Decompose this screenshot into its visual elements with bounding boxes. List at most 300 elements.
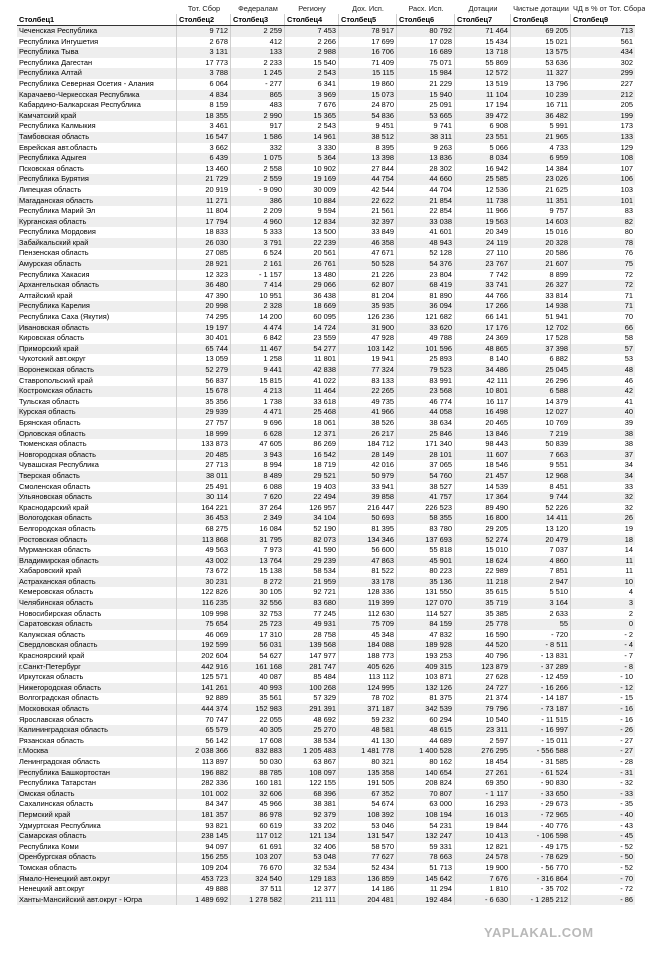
value-cell[interactable]: 4 860 (511, 556, 571, 567)
region-cell[interactable]: Сахалинская область (17, 799, 177, 810)
value-cell[interactable]: 196 882 (177, 768, 231, 779)
value-cell[interactable]: 27 110 (455, 248, 511, 259)
value-cell[interactable]: 2 328 (231, 301, 285, 312)
value-cell[interactable]: 45 966 (231, 799, 285, 810)
value-cell[interactable]: 15 940 (397, 90, 455, 101)
value-cell[interactable]: 31 795 (231, 535, 285, 546)
value-cell[interactable]: 8 994 (231, 460, 285, 471)
value-cell[interactable]: 49 931 (285, 619, 339, 630)
region-cell[interactable]: Томская область (17, 863, 177, 874)
region-cell[interactable]: Псковская область (17, 164, 177, 175)
value-cell[interactable]: 121 682 (397, 312, 455, 323)
value-cell[interactable]: 25 585 (455, 174, 511, 185)
value-cell[interactable]: 14 724 (285, 323, 339, 334)
value-cell[interactable]: 23 311 (455, 725, 511, 736)
value-cell[interactable]: 21 561 (339, 206, 397, 217)
value-cell[interactable]: - 40 (620, 809, 633, 819)
value-cell[interactable]: 25 045 (511, 365, 571, 376)
value-cell[interactable]: 20 465 (455, 418, 511, 429)
value-cell[interactable]: 60 619 (231, 821, 285, 832)
value-cell[interactable]: - 33 (620, 788, 633, 798)
value-cell[interactable]: 42 838 (285, 365, 339, 376)
region-cell[interactable]: Республика Коми (17, 842, 177, 853)
value-cell[interactable]: 49 888 (177, 884, 231, 895)
value-cell[interactable]: 10 902 (285, 164, 339, 175)
value-cell[interactable]: - 72 (620, 884, 633, 894)
value-cell[interactable]: 60 294 (397, 715, 455, 726)
value-cell[interactable]: 17 528 (511, 333, 571, 344)
value-cell[interactable]: 46 774 (397, 397, 455, 408)
value-cell[interactable]: 14 539 (455, 482, 511, 493)
value-cell[interactable]: 94 097 (177, 842, 231, 853)
value-cell[interactable]: 54 277 (285, 344, 339, 355)
value-cell[interactable]: 43 002 (177, 556, 231, 567)
value-cell[interactable]: 16 117 (455, 397, 511, 408)
value-cell[interactable]: 8 159 (177, 100, 231, 111)
value-cell[interactable]: 19 169 (285, 174, 339, 185)
value-cell[interactable]: 386 (231, 196, 285, 207)
column-header[interactable]: Столбец5 (339, 14, 397, 25)
value-cell[interactable]: - 52 (620, 862, 633, 872)
region-cell[interactable]: Челябинская область (17, 598, 177, 609)
value-cell[interactable]: 13 120 (511, 524, 571, 535)
region-cell[interactable]: Вологодская область (17, 513, 177, 524)
value-cell[interactable]: 69 350 (455, 778, 511, 789)
value-cell[interactable]: 63 000 (397, 799, 455, 810)
value-cell[interactable]: - 73 187 (511, 704, 571, 715)
value-cell[interactable]: 15 815 (231, 376, 285, 387)
value-cell[interactable]: 7 219 (511, 429, 571, 440)
value-cell[interactable]: 38 311 (397, 132, 455, 143)
value-cell[interactable]: 29 239 (285, 556, 339, 567)
value-cell[interactable]: 17 176 (455, 323, 511, 334)
value-cell[interactable]: 865 (231, 90, 285, 101)
value-cell[interactable]: 113 897 (177, 757, 231, 768)
value-cell[interactable]: 19 941 (339, 354, 397, 365)
value-cell[interactable]: - 7 (624, 651, 633, 661)
value-cell[interactable]: 52 128 (397, 248, 455, 259)
value-cell[interactable]: 80 223 (397, 566, 455, 577)
value-cell[interactable]: 13 796 (511, 79, 571, 90)
value-cell[interactable]: 107 (620, 163, 633, 173)
value-cell[interactable]: 202 604 (177, 651, 231, 662)
value-cell[interactable]: 2 259 (231, 26, 285, 37)
region-cell[interactable]: Липецкая область (17, 185, 177, 196)
value-cell[interactable]: 30 114 (177, 492, 231, 503)
value-cell[interactable]: 6 088 (231, 482, 285, 493)
value-cell[interactable]: 37 (624, 449, 633, 459)
value-cell[interactable]: 2 (628, 608, 633, 618)
value-cell[interactable]: 2 633 (511, 609, 571, 620)
value-cell[interactable]: 4 834 (177, 90, 231, 101)
value-cell[interactable]: 34 486 (455, 365, 511, 376)
region-cell[interactable]: Приморский край (17, 344, 177, 355)
value-cell[interactable]: 3 788 (177, 68, 231, 79)
region-cell[interactable]: Республика Тыва (17, 47, 177, 58)
value-cell[interactable]: 48 (624, 365, 633, 374)
value-cell[interactable]: 9 741 (397, 121, 455, 132)
region-cell[interactable]: Курская область (17, 407, 177, 418)
value-cell[interactable]: - 1 285 212 (511, 895, 571, 906)
value-cell[interactable]: 27 628 (455, 672, 511, 683)
value-cell[interactable]: 81 395 (339, 524, 397, 535)
value-cell[interactable]: 48 692 (285, 715, 339, 726)
value-cell[interactable]: 136 859 (339, 874, 397, 885)
value-cell[interactable]: 36 453 (177, 513, 231, 524)
value-cell[interactable]: 33 618 (285, 397, 339, 408)
region-cell[interactable]: Чукотский авт.округ (17, 354, 177, 365)
value-cell[interactable]: 11 327 (511, 68, 571, 79)
value-cell[interactable]: - 52 (620, 841, 633, 851)
value-cell[interactable]: 11 966 (455, 206, 511, 217)
value-cell[interactable]: 19 (624, 523, 633, 533)
value-cell[interactable]: 32 (624, 492, 633, 502)
value-cell[interactable]: 17 266 (455, 301, 511, 312)
value-cell[interactable]: 211 111 (285, 895, 339, 906)
value-cell[interactable]: 1 400 528 (397, 746, 455, 757)
value-cell[interactable]: 65 744 (177, 344, 231, 355)
value-cell[interactable]: 109 998 (177, 609, 231, 620)
region-cell[interactable]: Республика Хакасия (17, 270, 177, 281)
value-cell[interactable]: 56 837 (177, 376, 231, 387)
value-cell[interactable]: 6 908 (455, 121, 511, 132)
value-cell[interactable]: 129 183 (285, 874, 339, 885)
value-cell[interactable]: 77 245 (285, 609, 339, 620)
value-cell[interactable]: 51 941 (511, 312, 571, 323)
value-cell[interactable]: 2 543 (285, 68, 339, 79)
value-cell[interactable]: 32 397 (339, 217, 397, 228)
value-cell[interactable]: 10 769 (511, 418, 571, 429)
value-cell[interactable]: 47 605 (231, 439, 285, 450)
value-cell[interactable]: 89 490 (455, 503, 511, 514)
value-cell[interactable]: - 12 (620, 682, 633, 692)
value-cell[interactable]: 171 340 (397, 439, 455, 450)
value-cell[interactable]: 226 523 (397, 503, 455, 514)
value-cell[interactable]: 44 704 (397, 185, 455, 196)
value-cell[interactable]: 11 804 (177, 206, 231, 217)
value-cell[interactable]: 33 849 (339, 227, 397, 238)
value-cell[interactable]: - 12 459 (511, 672, 571, 683)
value-cell[interactable]: 24 119 (455, 238, 511, 249)
value-cell[interactable]: - 10 (620, 672, 633, 682)
value-cell[interactable]: 13 718 (455, 47, 511, 58)
value-cell[interactable]: 33 (624, 481, 633, 491)
region-cell[interactable]: Амурская область (17, 259, 177, 270)
value-cell[interactable]: 54 627 (231, 651, 285, 662)
value-cell[interactable]: 34 (624, 460, 633, 470)
value-cell[interactable]: 17 364 (455, 492, 511, 503)
region-cell[interactable]: Новгородская область (17, 450, 177, 461)
value-cell[interactable]: 22 055 (231, 715, 285, 726)
region-cell[interactable]: Ростовская область (17, 535, 177, 546)
region-cell[interactable]: Республика Саха (Якутия) (17, 312, 177, 323)
value-cell[interactable]: 32 534 (285, 863, 339, 874)
value-cell[interactable]: 38 381 (285, 799, 339, 810)
value-cell[interactable]: 22 494 (285, 492, 339, 503)
region-cell[interactable]: Нижегородская область (17, 683, 177, 694)
value-cell[interactable]: 2 947 (511, 577, 571, 588)
value-cell[interactable]: 34 104 (285, 513, 339, 524)
value-cell[interactable]: 117 012 (231, 831, 285, 842)
region-cell[interactable]: Кабардино-Балкарская Республика (17, 100, 177, 111)
value-cell[interactable]: 79 523 (397, 365, 455, 376)
region-cell[interactable]: Камчатский край (17, 111, 177, 122)
value-cell[interactable]: 80 (624, 227, 633, 237)
value-cell[interactable]: 16 547 (177, 132, 231, 143)
region-cell[interactable]: Мурманская область (17, 545, 177, 556)
value-cell[interactable]: 18 061 (285, 418, 339, 429)
value-cell[interactable]: 1 586 (231, 132, 285, 143)
value-cell[interactable]: - 49 175 (511, 842, 571, 853)
value-cell[interactable]: 28 921 (177, 259, 231, 270)
value-cell[interactable]: 119 399 (339, 598, 397, 609)
value-cell[interactable]: 16 706 (339, 47, 397, 58)
value-cell[interactable]: 282 336 (177, 778, 231, 789)
value-cell[interactable]: 57 329 (285, 693, 339, 704)
value-cell[interactable]: 81 375 (397, 693, 455, 704)
value-cell[interactable]: 63 867 (285, 757, 339, 768)
value-cell[interactable]: 50 693 (339, 513, 397, 524)
value-cell[interactable]: 83 780 (397, 524, 455, 535)
region-cell[interactable]: Республика Дагестан (17, 58, 177, 69)
value-cell[interactable]: 46 069 (177, 630, 231, 641)
value-cell[interactable]: 173 (620, 121, 633, 131)
value-cell[interactable]: 11 351 (511, 196, 571, 207)
value-cell[interactable]: 191 505 (339, 778, 397, 789)
value-cell[interactable]: 29 521 (285, 471, 339, 482)
value-cell[interactable]: - 61 524 (511, 768, 571, 779)
value-cell[interactable]: 44 520 (455, 640, 511, 651)
value-cell[interactable]: 126 957 (285, 503, 339, 514)
value-cell[interactable]: 121 134 (285, 831, 339, 842)
value-cell[interactable]: 6 628 (231, 429, 285, 440)
value-cell[interactable]: 38 527 (397, 482, 455, 493)
value-cell[interactable]: 141 261 (177, 683, 231, 694)
value-cell[interactable]: - 16 997 (511, 725, 571, 736)
value-cell[interactable]: 23 026 (511, 174, 571, 185)
value-cell[interactable]: 59 331 (397, 842, 455, 853)
value-cell[interactable]: 1 489 692 (177, 895, 231, 906)
value-cell[interactable]: 25 723 (231, 619, 285, 630)
value-cell[interactable]: 0 (628, 619, 633, 629)
value-cell[interactable]: 80 162 (397, 757, 455, 768)
value-cell[interactable]: 19 844 (455, 821, 511, 832)
value-cell[interactable]: 18 669 (285, 301, 339, 312)
value-cell[interactable]: 10 413 (455, 831, 511, 842)
value-cell[interactable]: 2 558 (231, 164, 285, 175)
value-cell[interactable]: 10 540 (455, 715, 511, 726)
value-cell[interactable]: 106 (620, 174, 633, 184)
value-cell[interactable]: 84 347 (177, 799, 231, 810)
value-cell[interactable]: 71 (624, 301, 633, 311)
value-cell[interactable]: 84 159 (397, 619, 455, 630)
value-cell[interactable]: 17 028 (397, 37, 455, 48)
value-cell[interactable]: 25 468 (285, 407, 339, 418)
value-cell[interactable]: 125 571 (177, 672, 231, 683)
value-cell[interactable]: 12 371 (285, 429, 339, 440)
value-cell[interactable]: 12 027 (511, 407, 571, 418)
region-cell[interactable]: Самарская область (17, 831, 177, 842)
value-cell[interactable]: 40 993 (231, 683, 285, 694)
value-cell[interactable]: - 556 588 (511, 746, 571, 757)
region-cell[interactable]: Республика Карелия (17, 301, 177, 312)
value-cell[interactable]: 145 642 (397, 874, 455, 885)
value-cell[interactable]: 24 870 (339, 100, 397, 111)
value-cell[interactable]: 52 279 (177, 365, 231, 376)
value-cell[interactable]: 44 058 (397, 407, 455, 418)
value-cell[interactable]: 6 341 (285, 79, 339, 90)
value-cell[interactable]: 193 253 (397, 651, 455, 662)
value-cell[interactable]: 44 766 (455, 291, 511, 302)
value-cell[interactable]: 112 630 (339, 609, 397, 620)
value-cell[interactable]: 92 721 (285, 587, 339, 598)
value-cell[interactable]: 78 (624, 237, 633, 247)
value-cell[interactable]: 53 665 (397, 111, 455, 122)
value-cell[interactable]: 6 524 (231, 248, 285, 259)
value-cell[interactable]: 181 357 (177, 810, 231, 821)
region-cell[interactable]: Курганская область (17, 217, 177, 228)
value-cell[interactable]: 133 (620, 131, 633, 141)
value-cell[interactable]: 21 854 (397, 196, 455, 207)
value-cell[interactable]: 8 451 (511, 482, 571, 493)
value-cell[interactable]: 2 349 (231, 513, 285, 524)
value-cell[interactable]: 152 983 (231, 704, 285, 715)
value-cell[interactable]: 2 543 (285, 121, 339, 132)
value-cell[interactable]: 11 607 (455, 450, 511, 461)
value-cell[interactable]: 37 511 (231, 884, 285, 895)
value-cell[interactable]: 123 879 (455, 662, 511, 673)
value-cell[interactable]: 131 547 (339, 831, 397, 842)
region-cell[interactable]: Ивановская область (17, 323, 177, 334)
value-cell[interactable]: 21 965 (511, 132, 571, 143)
region-cell[interactable]: Алтайский край (17, 291, 177, 302)
value-cell[interactable]: 51 713 (397, 863, 455, 874)
value-cell[interactable]: 3 791 (231, 238, 285, 249)
region-cell[interactable]: Брянская область (17, 418, 177, 429)
value-cell[interactable]: 14 186 (339, 884, 397, 895)
value-cell[interactable]: 41 130 (339, 736, 397, 747)
value-cell[interactable]: 54 376 (397, 259, 455, 270)
value-cell[interactable]: 15 016 (511, 227, 571, 238)
value-cell[interactable]: - 32 (620, 778, 633, 788)
value-cell[interactable]: 55 (511, 619, 571, 630)
value-cell[interactable]: - 28 (620, 756, 633, 766)
value-cell[interactable]: 76 670 (231, 863, 285, 874)
region-cell[interactable]: Кировская область (17, 333, 177, 344)
value-cell[interactable]: 33 178 (339, 577, 397, 588)
value-cell[interactable]: 18 546 (455, 460, 511, 471)
value-cell[interactable]: - 16 (620, 714, 633, 724)
value-cell[interactable]: 409 315 (397, 662, 455, 673)
value-cell[interactable]: 41 022 (285, 376, 339, 387)
value-cell[interactable]: 4 733 (511, 143, 571, 154)
value-cell[interactable]: 133 (231, 47, 285, 58)
value-cell[interactable]: 212 (620, 89, 633, 99)
value-cell[interactable]: 78 663 (397, 852, 455, 863)
value-cell[interactable]: 8 272 (231, 577, 285, 588)
value-cell[interactable]: 4 213 (231, 386, 285, 397)
value-cell[interactable]: 28 149 (339, 450, 397, 461)
value-cell[interactable]: 68 419 (397, 280, 455, 291)
value-cell[interactable]: 2 233 (231, 58, 285, 69)
value-cell[interactable]: 83 (624, 206, 633, 216)
region-cell[interactable]: Чеченская Республика (17, 26, 177, 37)
value-cell[interactable]: 47 671 (339, 248, 397, 259)
value-cell[interactable]: 45 348 (339, 630, 397, 641)
value-cell[interactable]: 2 266 (285, 37, 339, 48)
value-cell[interactable]: 12 821 (455, 842, 511, 853)
value-cell[interactable]: 7 663 (511, 450, 571, 461)
value-cell[interactable]: 40 (624, 407, 633, 417)
region-cell[interactable]: Оренбургская область (17, 852, 177, 863)
value-cell[interactable]: - 27 (620, 735, 633, 745)
value-cell[interactable]: 160 181 (231, 778, 285, 789)
value-cell[interactable]: 54 231 (397, 821, 455, 832)
value-cell[interactable]: 48 865 (455, 344, 511, 355)
value-cell[interactable]: 16 590 (455, 630, 511, 641)
value-cell[interactable]: 10 951 (231, 291, 285, 302)
value-cell[interactable]: 8 395 (339, 143, 397, 154)
region-cell[interactable]: Архангельская область (17, 280, 177, 291)
region-cell[interactable]: Калужская область (17, 630, 177, 641)
region-cell[interactable]: Республика Татарстан (17, 778, 177, 789)
value-cell[interactable]: 483 (231, 100, 285, 111)
value-cell[interactable]: 15 434 (455, 37, 511, 48)
value-cell[interactable]: - 45 (620, 831, 633, 841)
value-cell[interactable]: 10 884 (285, 196, 339, 207)
value-cell[interactable]: 17 608 (231, 736, 285, 747)
value-cell[interactable]: 15 138 (231, 566, 285, 577)
value-cell[interactable]: 14 411 (511, 513, 571, 524)
value-cell[interactable]: 412 (231, 37, 285, 48)
value-cell[interactable]: 70 (624, 312, 633, 322)
value-cell[interactable]: 31 900 (339, 323, 397, 334)
value-cell[interactable]: 26 (624, 513, 633, 523)
value-cell[interactable]: 3 (628, 598, 633, 608)
value-cell[interactable]: 28 101 (397, 450, 455, 461)
value-cell[interactable]: 58 570 (339, 842, 397, 853)
value-cell[interactable]: 56 031 (231, 640, 285, 651)
region-cell[interactable]: Костромская область (17, 386, 177, 397)
value-cell[interactable]: 11 464 (285, 386, 339, 397)
value-cell[interactable]: 30 231 (177, 577, 231, 588)
value-cell[interactable]: 6 439 (177, 153, 231, 164)
value-cell[interactable]: 49 788 (397, 333, 455, 344)
value-cell[interactable]: 53 046 (339, 821, 397, 832)
value-cell[interactable]: 56 600 (339, 545, 397, 556)
value-cell[interactable]: 39 472 (455, 111, 511, 122)
value-cell[interactable]: 65 579 (177, 725, 231, 736)
value-cell[interactable]: 18 355 (177, 111, 231, 122)
value-cell[interactable]: 2 209 (231, 206, 285, 217)
value-cell[interactable]: 44 754 (339, 174, 397, 185)
value-cell[interactable]: - 31 (620, 767, 633, 777)
value-cell[interactable]: - 13 831 (511, 651, 571, 662)
value-cell[interactable]: 434 (620, 47, 633, 57)
value-cell[interactable]: 8 899 (511, 270, 571, 281)
value-cell[interactable]: 70 747 (177, 715, 231, 726)
value-cell[interactable]: 2 990 (231, 111, 285, 122)
region-cell[interactable]: Тверская область (17, 471, 177, 482)
value-cell[interactable]: 98 443 (455, 439, 511, 450)
value-cell[interactable]: 53 048 (285, 852, 339, 863)
value-cell[interactable]: 7 037 (511, 545, 571, 556)
value-cell[interactable]: 20 328 (511, 238, 571, 249)
value-cell[interactable]: 18 624 (455, 556, 511, 567)
region-cell[interactable]: Омская область (17, 789, 177, 800)
value-cell[interactable]: 7 973 (231, 545, 285, 556)
value-cell[interactable]: 85 484 (285, 672, 339, 683)
